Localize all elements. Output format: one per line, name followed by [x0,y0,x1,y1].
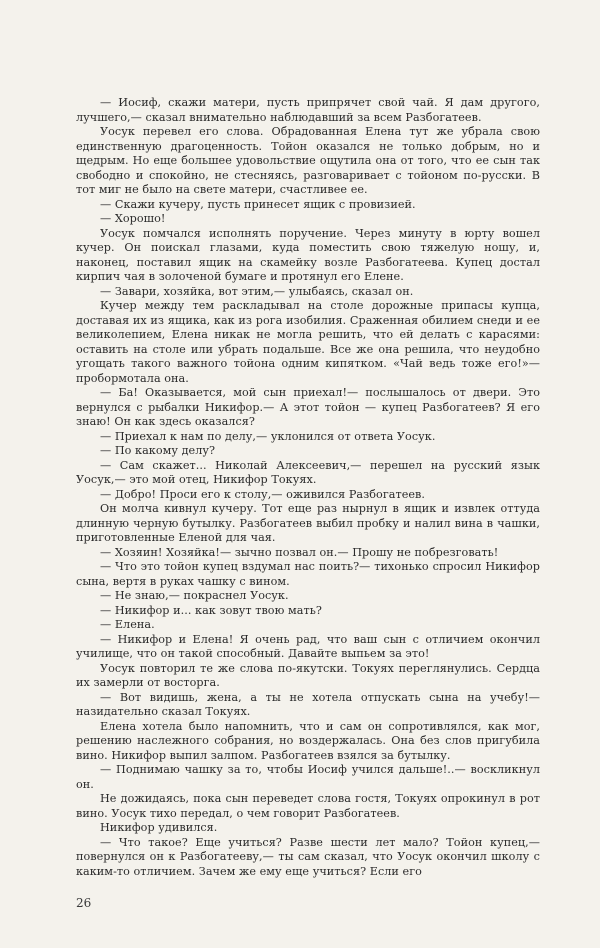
paragraph: Уосук перевел его слова. Обрадованная Елена тут же убрала свою единственную драгоценность. Тойон оказался не только добрым, но и щедрым. Но еще большее удовольствие ощутила она от того, что ее сын так свободно и спокойно, не стесняясь, разговаривает с тойоном по-русски. В тот миг не было на свете матери, счастливее ее. [76,125,540,196]
paragraph: — Скажи кучеру, пусть принесет ящик с провизией. [100,197,416,211]
paragraph: — Поднимаю чашку за то, чтобы Иосиф учился дальше!..— воскликнул он. [76,763,540,791]
paragraph: — Хорошо! [100,212,166,225]
paragraph: — Не знаю,— покраснел Уосук. [100,589,289,602]
paragraph: — Приехал к нам по делу,— уклонился от ответа Уосук. [100,429,436,443]
paragraph: — По какому делу? [100,444,216,457]
paragraph: — Сам скажет... Николай Алексеевич,— перешел на русский язык Уосук,— это мой отец, Никифор Токуях. [76,458,540,486]
paragraph: — Елена. [100,618,155,631]
paragraph: Он молча кивнул кучеру. Тот еще раз нырнул в ящик и извлек оттуда длинную черную бутылку. Разбогатеев выбил пробку и налил вина в чашки, приготовленные Еленой для чая. [76,502,540,544]
page-number: 26 [76,896,92,910]
paragraph: — Добро! Проси его к столу,— оживился Разбогатеев. [100,487,426,501]
paragraph: — Никифор и... как зовут твою мать? [100,603,322,617]
paragraph: — Завари, хозяйка, вот этим,— улыбаясь, сказал он. [100,284,414,298]
paragraph: Уосук повторил те же слова по-якутски. Токуях переглянулись. Сердца их замерли от восторга. [76,661,540,689]
paragraph: — Хозяин! Хозяйка!— зычно позвал он.— Прошу не побрезговать! [100,545,499,559]
paragraph: — Что это тойон купец вздумал нас поить?— тихонько спросил Никифор сына, вертя в руках чашку с вином. [76,560,540,588]
paragraph: Никифор удивился. [100,821,218,834]
paragraph: — Ба! Оказывается, мой сын приехал!— послышалось от двери. Это вернулся с рыбалки Никифор.— А этот тойон — купец Разбогатеев? Я его знаю! Он как здесь оказался? [76,386,540,428]
page-text [76,96,540,879]
paragraph: — Иосиф, скажи матери, пусть припрячет свой чай. Я дам другого, лучшего,— сказал внимательно наблюдавший за всем Разбогатеев. [76,96,540,124]
paragraph: Кучер между тем раскладывал на столе дорожные припасы купца, доставая их из ящика, как из рога изобилия. Сраженная обилием снеди и ее великолепием, Елена никак не могла решить, что ей делать с карасями: оставить на столе или убрать подальше. Все же она решила, что неудобно угощать такого важного тойона одним кипятком. «Чай ведь тоже его!»— пробормотала она. [76,299,540,385]
paragraph: — Никифор и Елена! Я очень рад, что ваш сын с отличием окончил училище, что он такой способный. Давайте выпьем за это! [76,632,540,660]
paragraph: — Вот видишь, жена, а ты не хотела отпускать сына на учебу!— назидательно сказал Токуях. [76,690,540,718]
paragraph: Уосук помчался исполнять поручение. Через минуту в юрту вошел кучер. Он поискал глазами, куда поместить свою тяжелую ношу, и, наконец, поставил ящик на скамейку возле Разбогатеева. Купец достал кирпич чая в золоченой бумаге и протянул его Елене. [76,226,540,283]
paragraph: Не дожидаясь, пока сын переведет слова гостя, Токуях опрокинул в рот вино. Уосук тихо передал, о чем говорит Разбогатеев. [76,792,540,820]
paragraph: Елена хотела было напомнить, что и сам он сопротивлялся, как мог, решению наслежного собрания, но воздержалась. Она без слов пригубила вино. Никифор выпил залпом. Разбогатеев взялся за бутылку. [76,719,540,762]
paragraph: — Что такое? Еще учиться? Разве шести лет мало? Тойон купец,— повернулся он к Разбогатееву,— ты сам сказал, что Уосук окончил школу с каким-то отличием. Зачем же ему еще учиться? Если его [76,835,540,878]
